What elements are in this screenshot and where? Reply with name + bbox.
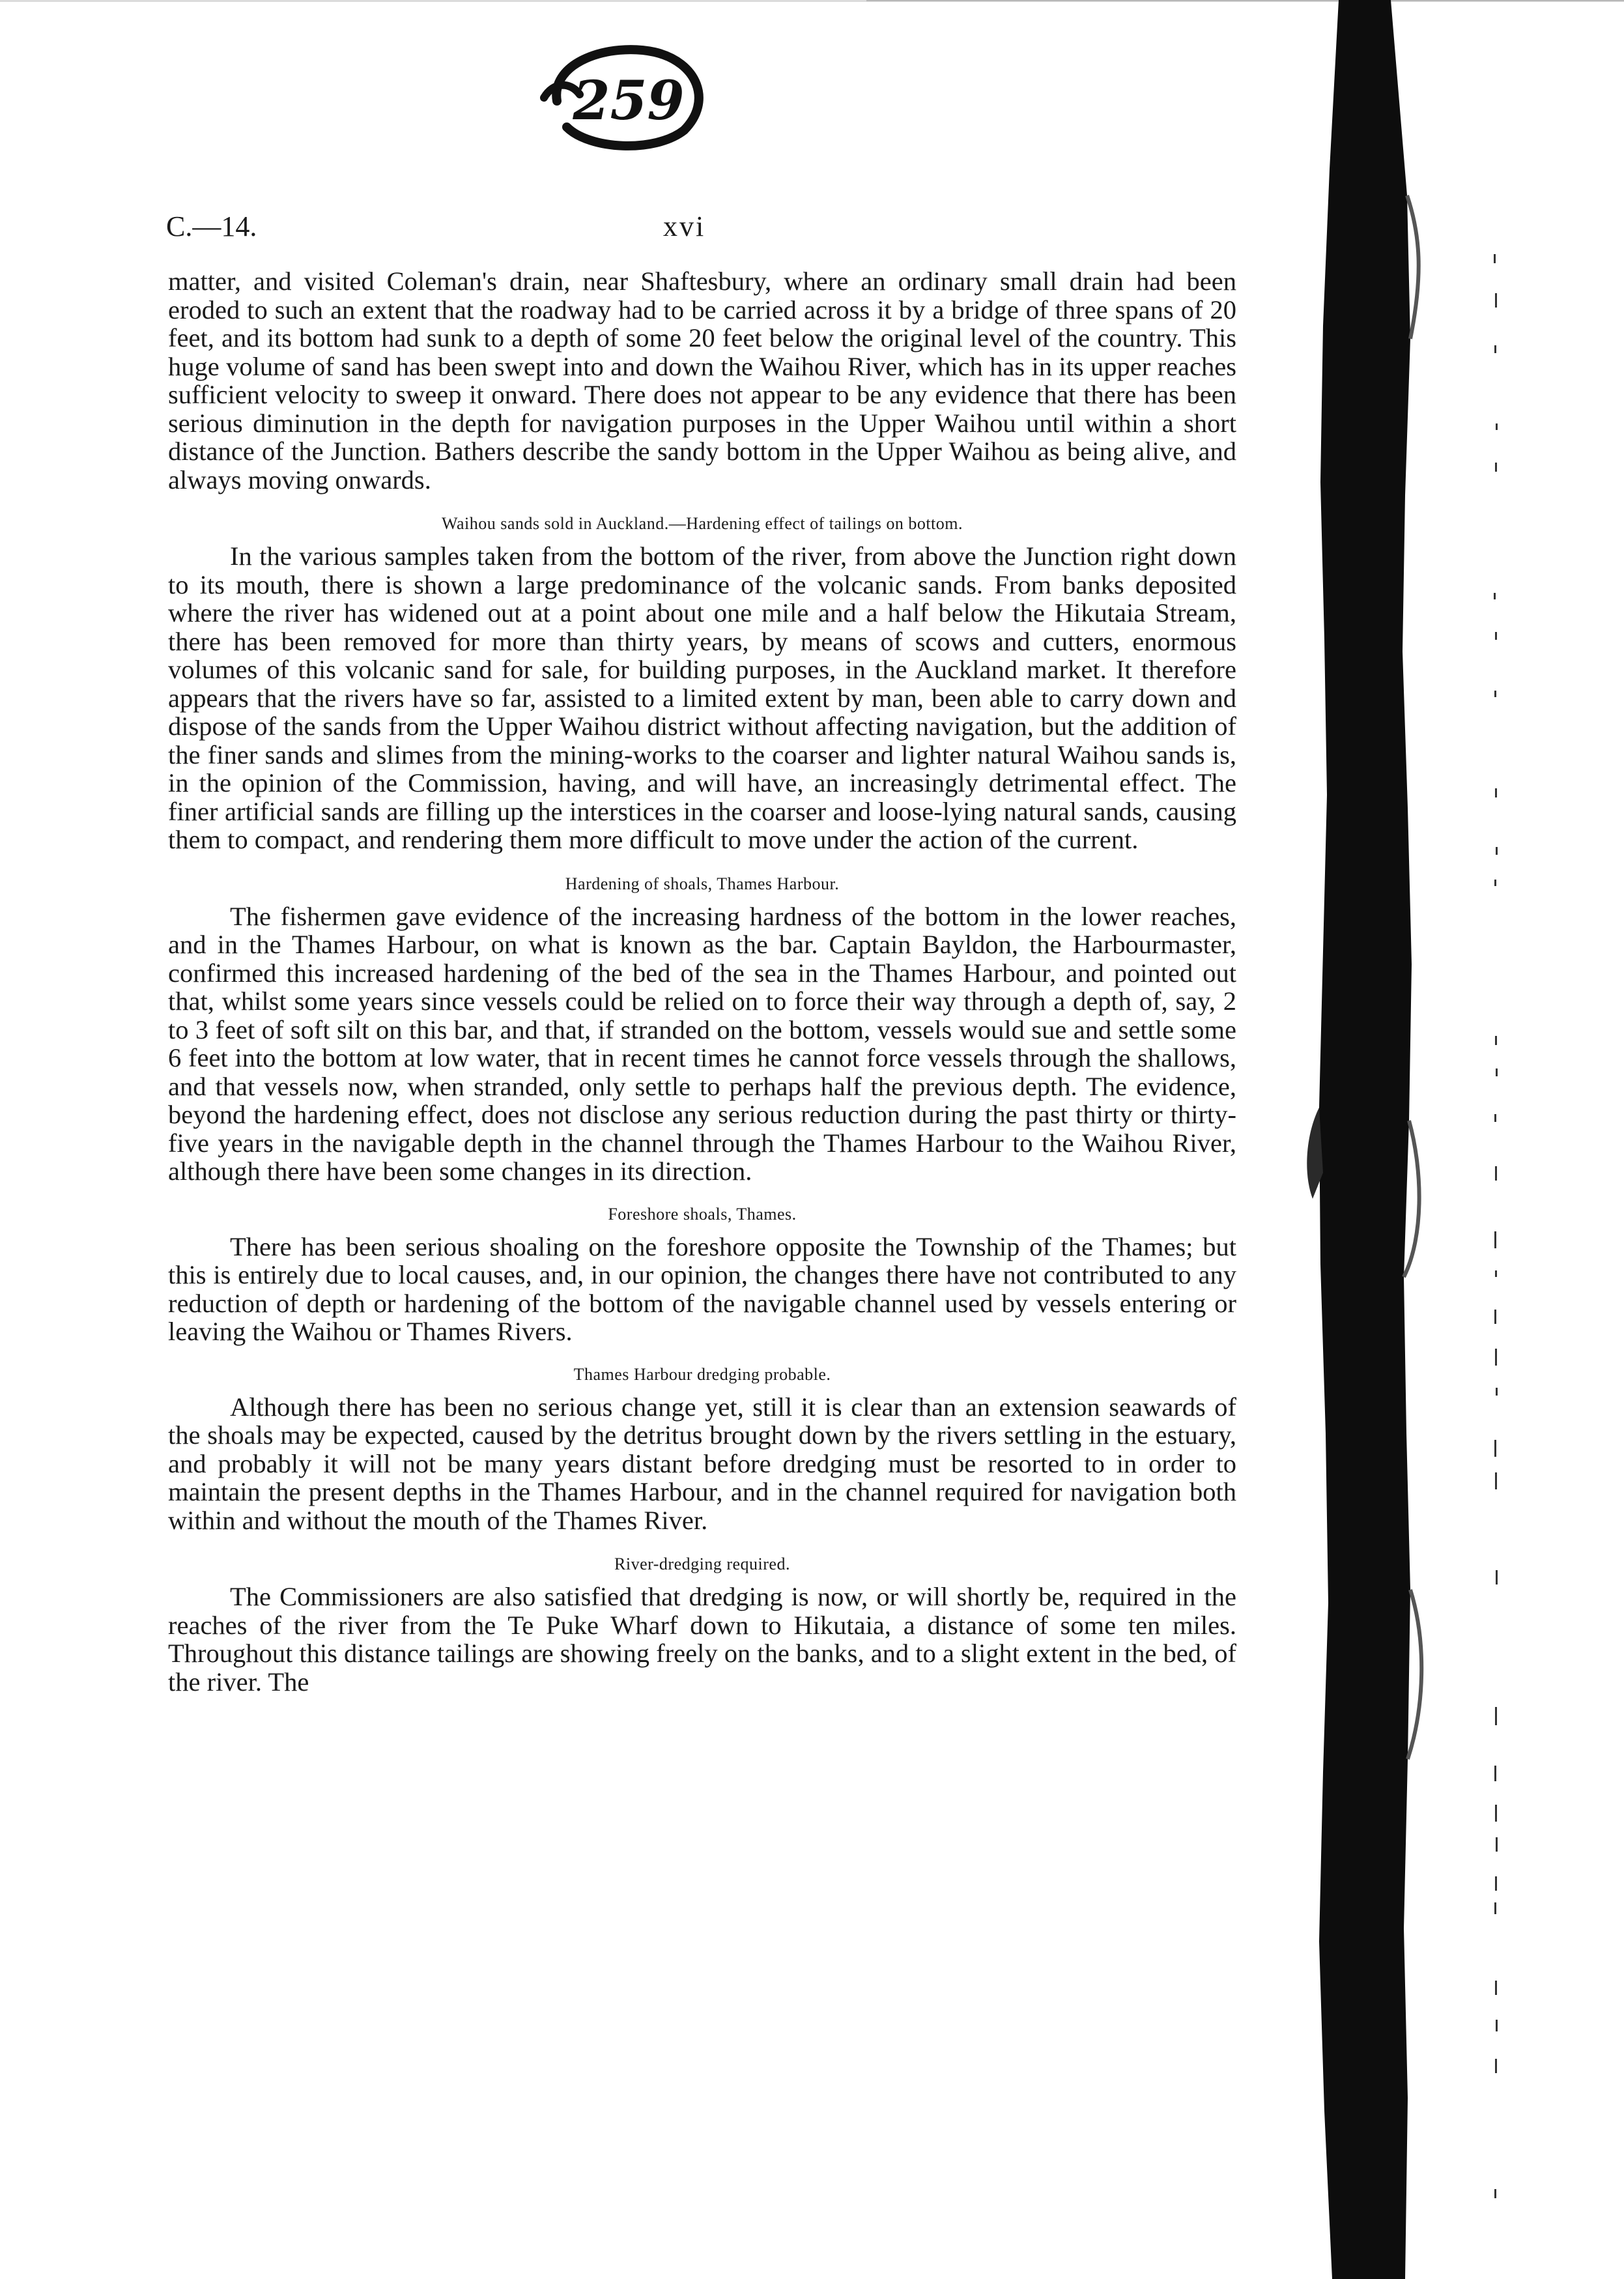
- binding-shadow: [1293, 0, 1446, 2279]
- handwritten-page-number-stamp: [531, 36, 717, 156]
- stamp-number: 259: [573, 70, 685, 132]
- paragraph-river-dredging: The Commissioners are also satisfied that dredging is now, or will shortly be, required in the reaches of the river from the Te Puke Wharf down to Hikutaia, a distance of some ten miles. Throughout this distance tailings are showing freely on the banks, and to a slight extent in the bed, of the river. The: [168, 1582, 1236, 1697]
- paragraph-waihou-sands: In the various samples taken from the bottom of the river, from above the Junction right down to its mouth, there is shown a large predominance of the volcanic sands. From banks deposited where the river has widened out at a point about one mile and a half below the Hikutaia Stream, there has been removed for more than thirty years, by means of scows and cutters, enormous volumes of this volcanic sand for sale, for building purposes, in the Auckland market. It therefore appears that the rivers have so far, assisted to a limited extent by man, been able to carry down and dispose of the sands from the Upper Waihou district without affecting navigation, but the addition of the finer sands and slimes from the mining-works to the coarser and lighter natural Waihou sands is, in the opinion of the Commission, having, and will have, an increasingly detrimental effect. The finer artificial sands are filling up the interstices in the coarser and loose-lying natural sands, causing them to compact, and rendering them more difficult to move under the action of the current.: [168, 541, 1236, 854]
- paragraph-hardening-shoals: The fishermen gave evidence of the increasing hardness of the bottom in the lower reaches, and in the Thames Harbour, on what is known as the bar. Captain Bayldon, the Harbourmaster, confirmed this increased hardening of the bed of the sea in the Thames Harbour, and pointed out that, whilst some years since vessels could be relied on to force their way through a depth of, say, 2 to 3 feet of soft silt on this bar, and that, if stranded on the bottom, vessels would sue and settle some 6 feet into the bottom at low water, that in recent times he cannot force vessels through the shallows, and that vessels now, when stranded, only settle to perhaps half the previous depth. The evidence, beyond the hardening effect, does not disclose any serious reduction during the past thirty or thirty-five years in the navigable depth in the channel through the Thames Harbour to the Waihou River, although there have been some changes in its direction.: [168, 901, 1236, 1186]
- paragraph-foreshore-shoals: There has been serious shoaling on the foreshore opposite the Township of the Thames; but this is entirely due to local causes, and, in our opinion, the changes there have not contributed to any reduction of depth or hardening of the bottom of the navigable channel used by vessels entering or leaving the Waihou or Thames Rivers.: [168, 1231, 1236, 1346]
- paragraph-harbour-dredging: Although there has been no serious change yet, still it is clear than an extension seawards of the shoals may be expected, caused by the detritus brought down by the rivers settling in the estuary, and probably it will not be many years distant before dredging must be resorted to in order to maintain the present depths in the Thames Harbour, and in the channel required for navigation both within and without the mouth of the Thames River.: [168, 1392, 1236, 1535]
- section-heading-hardening-shoals: Hardening of shoals, Thames Harbour.: [565, 874, 840, 893]
- report-body: [168, 267, 1236, 1696]
- section-heading-waihou-sands: Waihou sands sold in Auckland.—Hardening effect of tailings on bottom.: [441, 514, 963, 533]
- section-heading-river-dredging: River-dredging required.: [614, 1555, 790, 1573]
- section-heading-harbour-dredging: Thames Harbour dredging probable.: [573, 1364, 831, 1384]
- document-reference: C.—14.: [166, 210, 257, 242]
- margin-specks: [1475, 248, 1515, 2202]
- section-heading-foreshore-shoals: Foreshore shoals, Thames.: [608, 1204, 797, 1224]
- page-number: xvi: [663, 210, 706, 242]
- paragraph-continuation: matter, and visited Coleman's drain, near Shaftesbury, where an ordinary small drain had been eroded to such an extent that the roadway had to be carried across it by a bridge of three spans of 20 feet, and its bottom had sunk to a depth of some 20 feet below the original level of the country. This huge volume of sand has been swept into and down the Waihou River, which has in its upper reaches sufficient velocity to sweep it onward. There does not appear to be any evidence that there has been serious diminution in the depth for navigation purposes in the Upper Waihou until within a short distance of the Junction. Bathers describe the sandy bottom in the Upper Waihou as being alive, and always moving onwards.: [168, 266, 1236, 494]
